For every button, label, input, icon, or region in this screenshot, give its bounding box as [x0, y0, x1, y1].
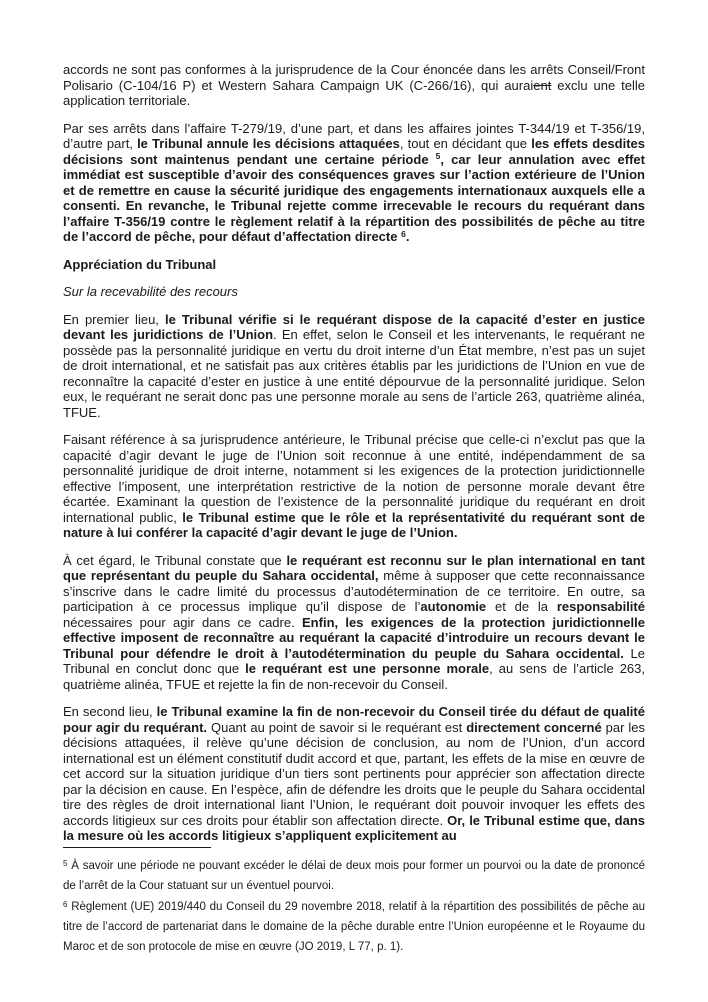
text-run: Par ses arrêts dans l’affaire T-279/19, d’une part, et dans les affaires jointes T-344/19 et T-356/19, d’autre part,	[63, 120, 645, 151]
text-run: le requérant est reconnu sur le plan international en tant que représentant du peuple du Sahara occidental,	[63, 552, 645, 583]
text-run: le requérant est une personne morale	[245, 661, 490, 676]
paragraph-jurisprudence-anterieure	[63, 432, 645, 541]
text-run: .	[405, 229, 410, 244]
footnote-reference: 5	[435, 151, 441, 161]
text-run: Appréciation du Tribunal	[63, 256, 217, 272]
text-run: . En effet, selon le Conseil et les intervenants, le requérant ne possède pas la personnalité juridique en vertu du droit interne d’un État membre, n’est pas un sujet de droit international, et ne satisfait pas aux critères établis par les juridictions de l’Union en vue de reconnaître la capacité d’ester en justice à une entité dépourvue de la personnalité juridique. Selon eux, le requérant ne serait donc pas une personne morale au sens de l’article 263, quatrième alinéa, TFUE.	[63, 327, 645, 420]
text-run: Or, le Tribunal estime que, dans la mesure où les accords litigieux s’appliquent explicitement au	[63, 812, 645, 843]
text-run: exclu une telle application territoriale.	[63, 77, 645, 108]
text-run: le Tribunal estime que le rôle et la représentativité du requérant sont de nature à lui conférer la capacité d’agir devant le juge de l’Union.	[63, 509, 645, 540]
text-run: par les décisions attaquées, il relève qu’une décision de conclusion, au nom de l’Union, d’un accord international est un élément constitutif dudit accord et que, partant, les effets de la mise en œuvre de cet accord sur la situation juridique d’un tiers sont pertinents pour apprécier son affectation directe par la décision en cause. En l’espèce, afin de défendre les droits que le peuple du Sahara occidental tire des règles de droit international liant l’Union, le requérant doit pouvoir invoquer les effets des accords litigieux sur ces droits pour établir son affectation directe.	[63, 719, 645, 828]
footnotes-section	[63, 847, 645, 958]
text-run: , au sens de l’article 263, quatrième alinéa, TFUE et rejette la fin de non-recevoir du Conseil.	[63, 661, 645, 692]
footnote-text: Règlement (UE) 2019/440 du Conseil du 29 novembre 2018, relatif à la répartition des possibilités de pêche au titre de l’accord de partenariat dans le domaine de la pêche durable entre l’Union européenne et le Royaume du Maroc et de son protocole de mise en œuvre (JO 2019, L 77, p. 1).	[63, 901, 645, 953]
paragraph-arrets	[63, 121, 645, 245]
footnote-text: À savoir une période ne pouvant excéder le délai de deux mois pour former un pourvoi ou la date de prononcé de l’arrêt de la Cour statuant sur un éventuel pourvoi.	[63, 860, 645, 892]
paragraph-cet-egard	[63, 553, 645, 693]
subsection-heading-recevabilite	[63, 284, 645, 300]
text-run: Enfin, les exigences de la protection juridictionnelle effective imposent de reconnaître au requérant la capacité d’introduire un recours devant le Tribunal pour défendre le droit à l’autodétermination du peuple du Sahara occidental.	[63, 614, 645, 661]
footnote-marker: 5	[63, 858, 68, 868]
text-run: , car leur annulation avec effet immédiat est susceptible d’avoir des conséquences graves sur l’action extérieure de l’Union et de remettre en cause la sécurité juridique des engagements internationaux auxquels elle a consenti. En revanche, le Tribunal rejette comme irrecevable le recours du requérant dans l’affaire T-356/19 contre le règlement relatif à la répartition des possibilités de pêche au titre de l’accord de pêche, pour défaut d’affectation directe	[63, 151, 645, 244]
section-heading-appreciation	[63, 257, 645, 273]
paragraph-premier-lieu	[63, 312, 645, 421]
text-run: accords ne sont pas conformes à la jurisprudence de la Cour énoncée dans les arrêts Conseil/Front Polisario (C-104/16 P) et Western Sahara Campaign UK (C-266/16), qui aurai	[63, 62, 645, 93]
paragraph-second-lieu	[63, 704, 645, 844]
text-run: En premier lieu,	[63, 311, 165, 327]
text-run: les effets desdites décisions sont maintenus pendant une certaine période	[63, 136, 645, 167]
text-run: le Tribunal vérifie si le requérant dispose de la capacité d’ester en justice devant les juridictions de l’Union	[63, 311, 645, 342]
text-run: À cet égard, le Tribunal constate que	[63, 552, 287, 568]
text-run: et de la	[486, 599, 557, 614]
document-body	[63, 62, 645, 856]
text-run: le Tribunal examine la fin de non-recevoir du Conseil tirée du défaut de qualité pour agir du requérant.	[63, 704, 645, 735]
text-run: directement concerné	[466, 719, 602, 735]
text-run: ent	[533, 77, 552, 93]
text-run: Faisant référence à sa jurisprudence antérieure, le Tribunal précise que celle-ci n’exclut pas que la capacité d’agir devant le juge de l’Union soit reconnue à une entité, indépendamment de sa personnalité juridique de droit interne, notamment si les exigences de la protection juridictionnelle effective l’imposent, une interprétation restrictive de la notion de personne morale devant être écartée. Examinant la question de l’existence de la personnalité juridique du requérant en droit international public,	[63, 432, 645, 525]
text-run: le Tribunal annule les décisions attaquées	[137, 136, 400, 151]
text-run: responsabilité	[556, 599, 645, 614]
text-run: En second lieu,	[63, 704, 157, 719]
footnote-reference: 6	[401, 228, 406, 239]
paragraph-intro	[63, 62, 645, 109]
text-run: Sur la recevabilité des recours	[63, 284, 238, 299]
footnote-marker: 6	[63, 899, 68, 909]
text-run: , tout en décidant que	[399, 136, 532, 151]
text-run: nécessaires pour agir dans ce cadre.	[63, 614, 303, 630]
text-run: Le Tribunal en conclut donc que	[63, 645, 645, 676]
text-run: autonomie	[420, 599, 487, 614]
text-run: même à supposer que cette reconnaissance s’inscrive dans le cadre limité du processus d’autodétermination de ce territoire. En outre, sa participation à ce processus implique qu’il dispose de l’	[63, 568, 645, 614]
footnote-item	[63, 856, 645, 896]
footnote-item	[63, 897, 645, 957]
text-run: Quant au point de savoir si le requérant est	[207, 719, 467, 735]
footnotes-list	[63, 856, 645, 957]
footnote-separator-line	[63, 847, 211, 848]
